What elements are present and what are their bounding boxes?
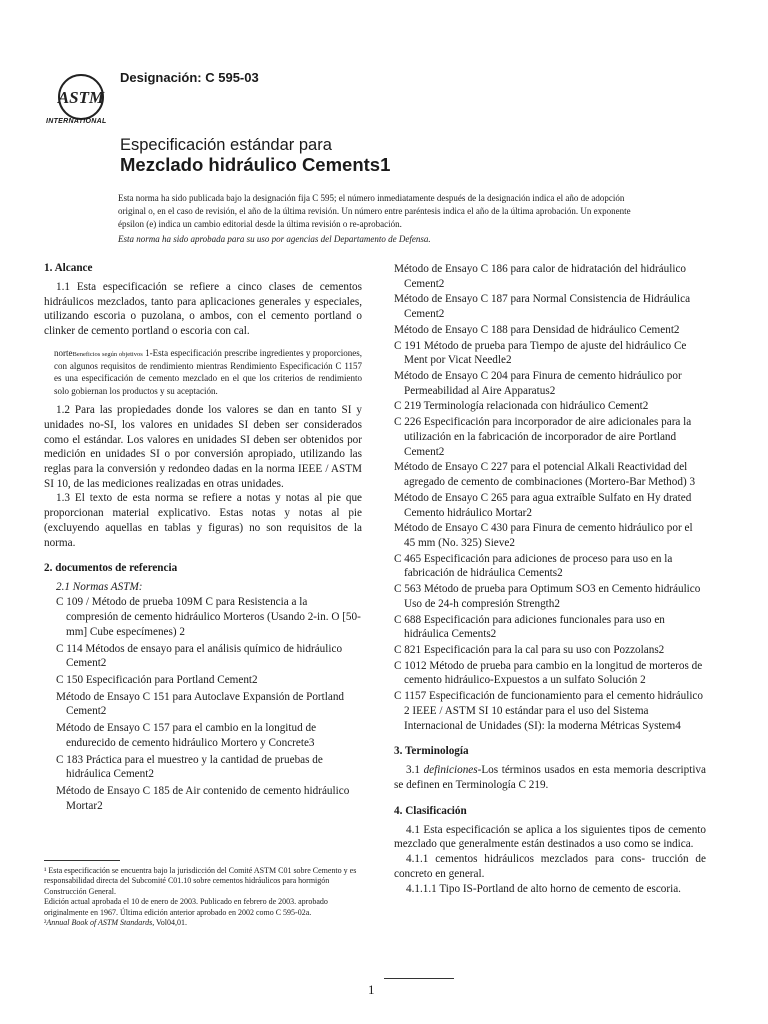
- footnote-1: ¹ Esta especificación se encuentra bajo la jurisdicción del Comité ASTM C01 sobre Cemento y es responsabilidad directa del Subcomité C01.10 sobre cementos hidráulicos para hormigón Construcción General.: [44, 866, 357, 896]
- reference-item: C 114 Métodos de ensayo para el análisis químico de hidráulico Cement2: [56, 642, 343, 670]
- reference-item: Método de Ensayo C 430 para Finura de cemento hidráulico por el 45 mm (No. 325) Sieve2: [394, 522, 693, 549]
- reference-item: Método de Ensayo C 187 para Normal Consistencia de Hidráulica Cement2: [394, 293, 691, 321]
- title-line-2: Mezclado hidráulico Cements1: [120, 154, 391, 175]
- page-number: 1: [368, 982, 375, 997]
- logo-international-text: INTERNATIONAL: [46, 118, 107, 125]
- para-3-1: 3.1 definiciones-Los términos usados en esta memoria descriptiva se definen en Terminología C 219.: [394, 764, 706, 791]
- note-small-text: Beneficios según objetivos: [72, 350, 143, 358]
- footnote-2: ²Annual Book of ASTM Standards, Vol04,01.: [44, 917, 188, 927]
- para-4-1-1: 4.1.1 cementos hidráulicos mezclados para cons- trucción de concreto en general.: [394, 853, 706, 880]
- reference-item: C 226 Especificación para incorporador de aire adicionales para la utilización en la fabricación de incorporador de aire Portland Cement2: [394, 416, 692, 458]
- left-column: [44, 262, 362, 815]
- subsection-2-1: 2.1 Normas ASTM:: [56, 581, 143, 594]
- note-1: [54, 347, 362, 397]
- para-4-1-1-1: 4.1.1.1 Tipo IS-Portland de alto horno de cemento de escoria.: [406, 882, 681, 895]
- para-1-2: 1.2 Para las propiedades donde los valores se dan en tanto SI y unidades no-SI, los valores en unidades SI deben ser considerados como el estándar. Los valores en unidades SI deben ser obtenidos por medición en unidades SI o por conversión apropiado, utilizando las reglas para la conversión y redondeo dadas en la norma IEEE / ASTM SI 10, de las mediciones realizadas en otras unidades.: [44, 404, 362, 490]
- note-label: norte: [54, 347, 73, 358]
- reference-item: Método de Ensayo C 227 para el potencial Alkali Reactividad del agregado de cemento de combinaciones (Mortero-Bar Method) 3: [394, 461, 696, 489]
- footnote-divider: [44, 860, 120, 861]
- reference-item: C 465 Especificación para adiciones de proceso para uso en la fabricación de hidráulica Cements2: [394, 552, 673, 580]
- right-column: [394, 262, 706, 896]
- reference-item: Método de Ensayo C 151 para Autoclave Expansión de Portland Cement2: [56, 690, 345, 718]
- reference-item: Método de Ensayo C 157 para el cambio en la longitud de endurecido de cemento hidráulico Mortero y Concrete3: [56, 722, 317, 749]
- footnotes: [44, 866, 362, 928]
- defense-note: Esta norma ha sido aprobada para su uso por agencias del Departamento de Defensa.: [118, 234, 431, 244]
- reference-item: C 563 Método de prueba para Optimum SO3 en Cemento hidráulico Uso de 24-h compresión Strength2: [394, 583, 701, 610]
- reference-item: Método de Ensayo C 188 para Densidad de hidráulico Cement2: [394, 323, 680, 336]
- footnote-1-edition: Edición actual aprobada el 10 de enero de 2003. Publicado en febrero de 2003. aprobado originalmente en 1967. Última edición anterior aprobado en 2002 como C 595-02a.: [44, 897, 328, 917]
- designation: Designación: C 595-03: [120, 70, 259, 85]
- reference-item: C 1012 Método de prueba para cambio en la longitud de morteros de cemento hidráulico-Expuestos a un sulfato Solución 2: [394, 659, 703, 687]
- title-line-1: Especificación estándar para: [120, 136, 332, 154]
- reference-item: C 821 Especificación para la cal para su uso con Pozzolans2: [394, 643, 665, 656]
- reference-item: Método de Ensayo C 204 para Finura de cemento hidráulico por Permeabilidad al Aire Apparatus2: [394, 370, 682, 397]
- section-2-heading: 2. documentos de referencia: [44, 562, 178, 575]
- note-text: 1-Esta especificación prescribe ingredientes y proporciones, con algunos requisitos de rendimiento mientras Rendimiento Especificación C 1157 es una especificación de cemento mezclado en el que los criterios de rendimiento solo gobiernan los productos y su aceptación.: [54, 347, 362, 396]
- logo-text: ASTM: [57, 88, 105, 107]
- bottom-divider: [384, 978, 454, 979]
- reference-item: C 109 / Método de prueba 109M C para Resistencia a la compresión de cemento hidráulico Morteros (Usando 2-in. O [50-mm] Cube especímenes) 2: [56, 596, 361, 638]
- para-1-3: 1.3 El texto de esta norma se refiere a notas y notas al pie que proporcionan material explicativo. Estas notas y notas al pie (excluyendo aquellas en tablas y figuras) no son requisitos de la norma.: [44, 492, 362, 549]
- intro-paragraph: Esta norma ha sido publicada bajo la designación fija C 595; el número inmediatamente después de la designación indica el año de adopción original o, en el caso de revisión, el año de la última revisión. Un número entre paréntesis indica el año de la última aprobación. Un exponente épsilon (e) indica un cambio editorial desde la última revisión o re-aprobación.: [118, 193, 631, 229]
- reference-item: C 150 Especificación para Portland Cement2: [56, 673, 258, 686]
- reference-item: Método de Ensayo C 186 para calor de hidratación del hidráulico Cement2: [394, 263, 687, 290]
- para-4-1: 4.1 Esta especificación se aplica a los siguientes tipos de cemento mezclado que generalmente están destinados a uso como se indica.: [394, 823, 706, 851]
- section-4-heading: 4. Clasificación: [394, 804, 467, 817]
- reference-item: Método de Ensayo C 185 de Air contenido de cemento hidráulico Mortar2: [56, 784, 350, 812]
- term-definiciones: definiciones: [423, 764, 478, 777]
- reference-item: C 183 Práctica para el muestreo y la cantidad de pruebas de hidráulica Cement2: [56, 753, 323, 781]
- reference-item: Método de Ensayo C 265 para agua extraíble Sulfato en Hy drated Cemento hidráulico Mortar2: [394, 491, 692, 519]
- section-3-heading: 3. Terminología: [394, 745, 469, 758]
- reference-item: C 191 Método de prueba para Tiempo de ajuste del hidráulico Ce Ment por Vicat Needle2: [394, 339, 687, 367]
- section-1-heading: 1. Alcance: [44, 262, 93, 274]
- reference-item: C 688 Especificación para adiciones funcionales para uso en hidráulica Cements2: [394, 613, 665, 641]
- footnote-2-book: Annual Book of ASTM Standards: [46, 917, 153, 927]
- para-1-1: 1.1 Esta especificación se refiere a cinco clases de cementos hidráulicos mezclados, tanto para aplicaciones generales y especiales, utilizando escoria o puzolana, o ambos, con el cemento portland o clinker de cemento portland o escoria con cal.: [44, 281, 362, 338]
- reference-item: C 1157 Especificación de funcionamiento para el cemento hidráulico 2 IEEE / ASTM SI 10 estándar para el uso del Sistema Internacional de Unidades (SI): la moderna Métricas System4: [394, 690, 703, 732]
- reference-item: C 219 Terminología relacionada con hidráulico Cement2: [394, 400, 649, 413]
